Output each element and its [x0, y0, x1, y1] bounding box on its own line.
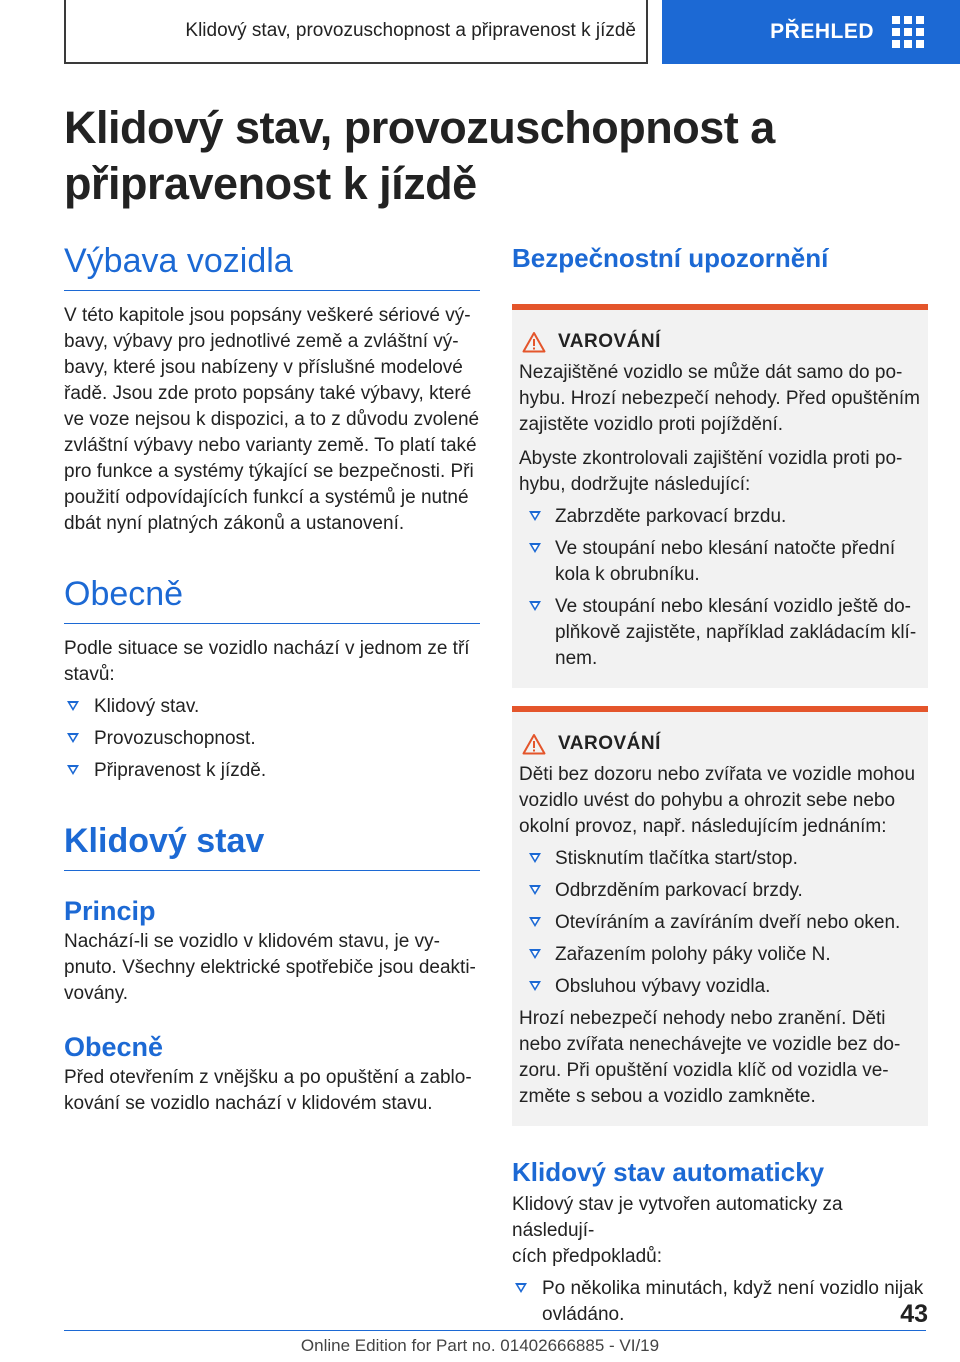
- text-line: řadě. Jsou zde proto popsány také výbavy, které: [64, 383, 472, 404]
- text-line: Podle situace se vozidlo nachází v jednom ze tří: [64, 638, 470, 659]
- text-line: změte s sebou a vozidlo zamkněte.: [519, 1086, 816, 1107]
- warning-box-1: [512, 304, 928, 688]
- list-item: Obsluhou výbavy vozidla.: [519, 974, 920, 1000]
- page-number: 43: [900, 1300, 928, 1328]
- left-column: [64, 238, 480, 1117]
- warning-header: [519, 730, 920, 758]
- text-line: zoru. Při opuštění vozidla klíč od vozidla ve-: [519, 1060, 889, 1081]
- text-line: dbát nyní platných zákonů a ustanovení.: [64, 513, 405, 534]
- triangle-bullet-icon: [67, 765, 79, 775]
- list-item: Po několika minutách, když není vozidlo nijak ovládáno.: [512, 1276, 928, 1328]
- text-line: zvláštní výbavy nebo varianty země. To platí také: [64, 435, 477, 456]
- grid-icon: [892, 16, 924, 48]
- text-line: cích předpokladů:: [512, 1246, 662, 1267]
- page-title: [64, 100, 924, 212]
- text-line: hybu, dodržujte následující:: [519, 474, 751, 495]
- paragraph-princip: [64, 929, 480, 1007]
- page-title-line-2: připravenost k jízdě: [64, 158, 477, 209]
- text-line: ve voze nejsou k dispozici, a to z důvodu zvolené: [64, 409, 480, 430]
- text-line: hybu. Hrozí nebezpečí nehody. Před opuštěním: [519, 388, 921, 409]
- footer-edition: Online Edition for Part no. 01402666885 - VI/19: [300, 1336, 660, 1355]
- paragraph-klidovy-obecne: [64, 1065, 480, 1117]
- warning-paragraph: [519, 360, 920, 438]
- text-line: Nachází-li se vozidlo v klidovém stavu, je vy-: [64, 931, 440, 952]
- text-line: bavy, které jsou nabízeny v příslušné modelové: [64, 357, 463, 378]
- footer-divider: [64, 1330, 926, 1331]
- text-line: Hrozí nebezpečí nehody nebo zranění. Děti: [519, 1008, 886, 1029]
- text-line: Před otevřením z vnějšku a po opuštění a zablo-: [64, 1067, 472, 1088]
- paragraph-vybava: [64, 303, 480, 537]
- warning-paragraph: [519, 762, 920, 840]
- text-line: stavů:: [64, 664, 115, 685]
- list-item: Provozuschopnost.: [64, 726, 480, 752]
- text-line: pnuto. Všechny elektrické spotřebiče jsou deakti-: [64, 957, 476, 978]
- paragraph-obecne: [64, 636, 480, 688]
- warning-triangle-icon: [522, 331, 546, 353]
- tab-prehled-label: PŘEHLED: [770, 20, 874, 43]
- subheading-obecne: Obecně: [64, 1032, 164, 1062]
- paragraph-automaticky: [512, 1192, 928, 1270]
- list-item: Ve stoupání nebo klesání natočte přední kola k obrubníku.: [519, 536, 920, 588]
- text-line: nebo zvířata nenechávejte ve vozidle bez do-: [519, 1034, 901, 1055]
- states-list: [64, 694, 480, 784]
- triangle-bullet-icon: [529, 511, 541, 521]
- warning-list: [519, 504, 920, 672]
- list-item: Odbrzděním parkovací brzdy.: [519, 878, 920, 904]
- list-item: Zařazením polohy páky voliče N.: [519, 942, 920, 968]
- text-line: Nezajištěné vozidlo se může dát samo do po-: [519, 362, 903, 383]
- triangle-bullet-icon: [529, 981, 541, 991]
- list-item: Klidový stav.: [64, 694, 480, 720]
- section-heading-bezpecnost: Bezpečnostní upozornění: [512, 243, 829, 273]
- triangle-bullet-icon: [529, 543, 541, 553]
- warning-triangle-icon: [522, 733, 546, 755]
- running-header: [64, 0, 648, 64]
- list-item: Zabrzděte parkovací brzdu.: [519, 504, 920, 530]
- text-line: Klidový stav je vytvořen automaticky za následují-: [512, 1194, 843, 1241]
- text-line: vovány.: [64, 983, 129, 1004]
- tab-prehled[interactable]: [662, 0, 960, 64]
- triangle-bullet-icon: [67, 733, 79, 743]
- running-header-title: Klidový stav, provozuschopnost a připravenost k jízdě: [185, 20, 636, 41]
- list-item: Připravenost k jízdě.: [64, 758, 480, 784]
- auto-conditions-list: [512, 1276, 928, 1328]
- list-item: Ve stoupání nebo klesání vozidlo ještě do- plňkově zajistěte, například zakládacím klí- nem.: [519, 594, 920, 672]
- section-heading-vybava: Výbava vozidla: [64, 238, 480, 291]
- triangle-bullet-icon: [529, 601, 541, 611]
- subheading-klidovy-automaticky: Klidový stav automaticky: [512, 1157, 825, 1187]
- section-heading-obecne: Obecně: [64, 571, 480, 624]
- triangle-bullet-icon: [529, 885, 541, 895]
- list-item: Stisknutím tlačítka start/stop.: [519, 846, 920, 872]
- triangle-bullet-icon: [529, 917, 541, 927]
- text-line: bavy, výbavy pro jednotlivé země a zvláštní vý-: [64, 331, 459, 352]
- section-heading-klidovy-stav: Klidový stav: [64, 818, 480, 871]
- triangle-bullet-icon: [529, 853, 541, 863]
- text-line: pro funkce a systémy týkající se bezpečnosti. Při: [64, 461, 474, 482]
- text-line: Abyste zkontrolovali zajištění vozidla proti po-: [519, 448, 903, 469]
- text-line: kování se vozidlo nachází v klidovém stavu.: [64, 1093, 433, 1114]
- right-column: [512, 238, 928, 1328]
- text-line: zajistěte vozidlo proti pojíždění.: [519, 414, 784, 435]
- warning-list: [519, 846, 920, 1000]
- text-line: V této kapitole jsou popsány veškeré sériové vý-: [64, 305, 471, 326]
- warning-title: VAROVÁNÍ: [558, 733, 661, 754]
- warning-title: VAROVÁNÍ: [558, 331, 661, 352]
- text-line: použití odpovídajících funkcí a systémů je nutné: [64, 487, 469, 508]
- text-line: okolní provoz, např. následujícím jednáním:: [519, 816, 887, 837]
- page-title-line-1: Klidový stav, provozuschopnost a: [64, 102, 775, 153]
- warning-box-2: [512, 706, 928, 1126]
- text-line: Děti bez dozoru nebo zvířata ve vozidle mohou: [519, 764, 916, 785]
- triangle-bullet-icon: [67, 701, 79, 711]
- triangle-bullet-icon: [515, 1283, 527, 1293]
- triangle-bullet-icon: [529, 949, 541, 959]
- warning-paragraph: [519, 446, 920, 498]
- list-item: Otevíráním a zavíráním dveří nebo oken.: [519, 910, 920, 936]
- warning-header: [519, 328, 920, 356]
- text-line: vozidlo uvést do pohybu a ohrozit sebe nebo: [519, 790, 896, 811]
- subheading-princip: Princip: [64, 896, 156, 926]
- warning-paragraph: [519, 1006, 920, 1110]
